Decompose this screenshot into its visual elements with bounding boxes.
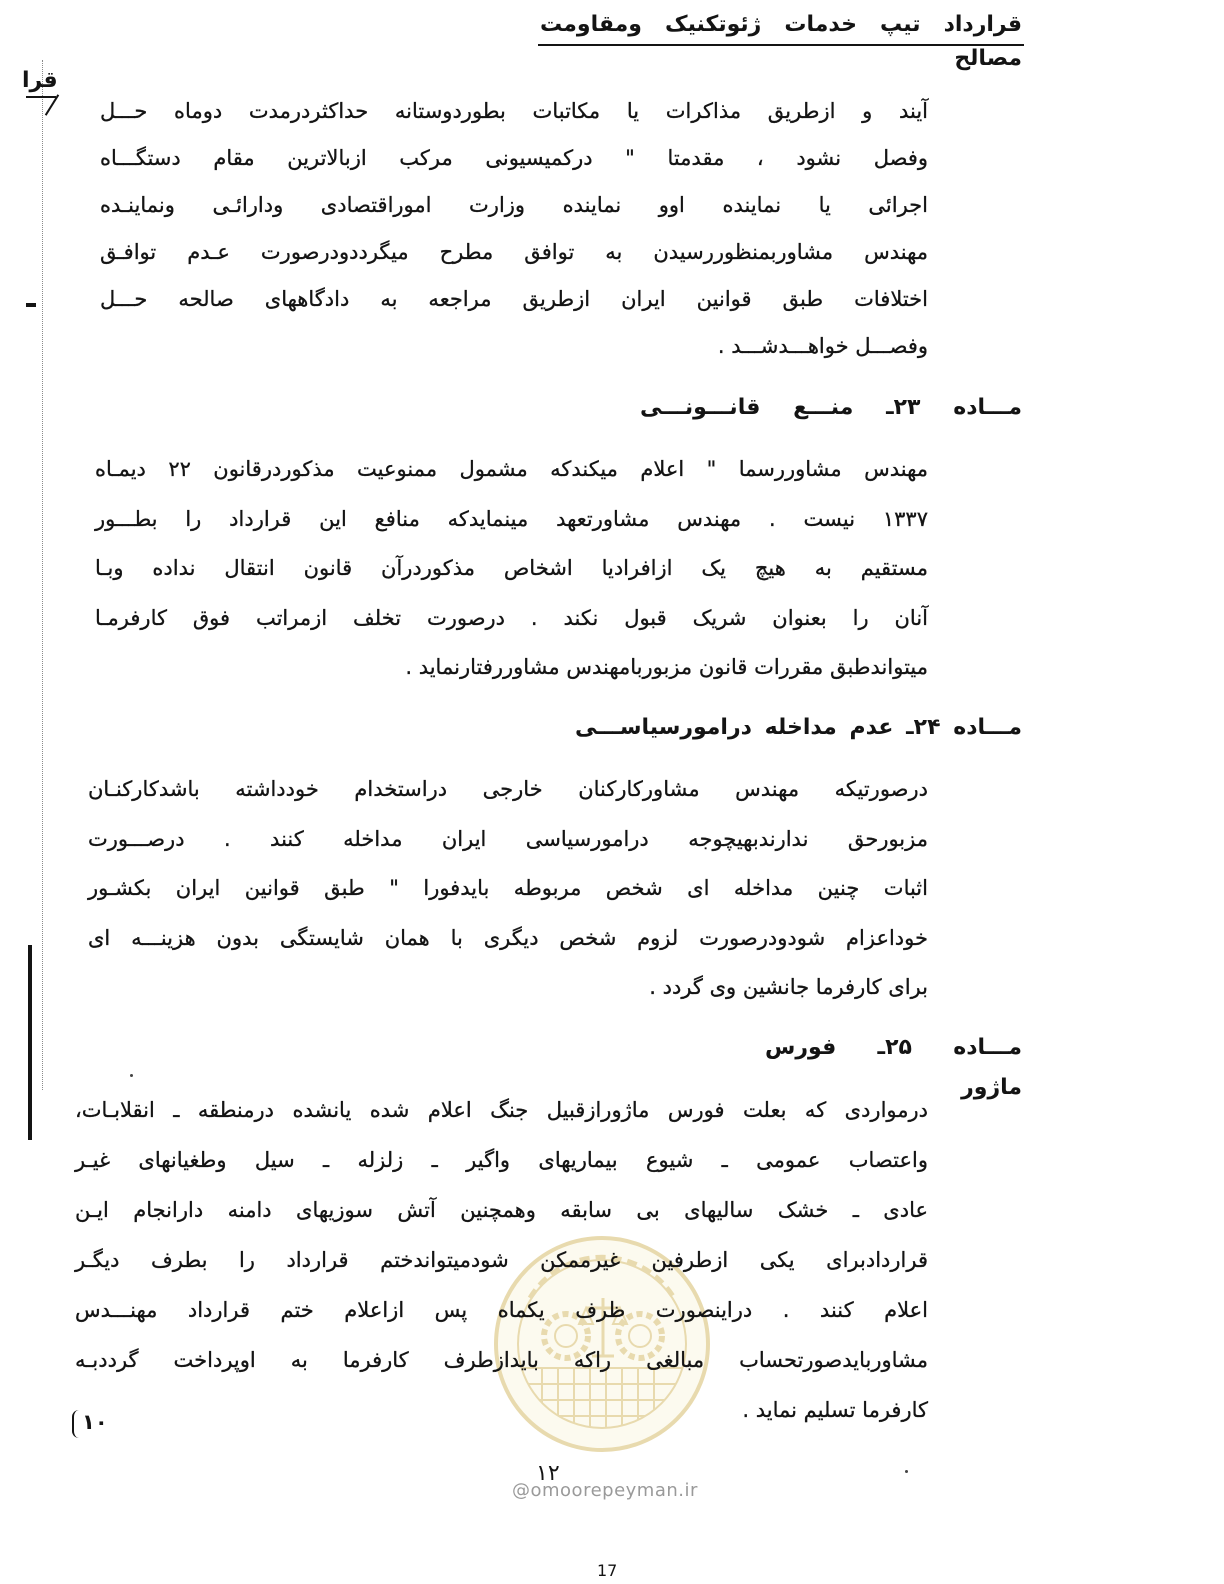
paragraph-line: قراردادبرای یکی ازطرفین غیرممکن شودمیتواندختم قرارداد را بطرف دیگـر [75, 1248, 928, 1272]
paragraph-line: ۱۳۳۷ نیست . مهندس مشاورتعهد مینمایدکه منافع این قرارداد را بطـــور [95, 506, 928, 531]
article-23-heading: مـــاده ۲۳ـ منـــع قانـــونـــی [640, 395, 1022, 420]
scan-edge-line [42, 60, 43, 1090]
paragraph-line: مهندس مشاوررسما " اعلام میکندکه مشمول ممنوعیت مذکوردرقانون ۲۲ دیمـاه [95, 457, 928, 481]
margin-note-bottom: ۱۰ [82, 1410, 108, 1434]
watermark-text: @omoorepeyman.ir [512, 1480, 698, 1501]
paragraph-line: کارفرما تسلیم نماید . [742, 1398, 928, 1422]
article-25-heading: مـــاده ۲۵ـ فورس ماژور [765, 1035, 1022, 1100]
paragraph-line: وفصـــل خواهـــدشـــد . [717, 334, 928, 358]
paragraph-line: مزبورحق ندارندبهیچوجه درامورسیاسی ایران مداخله کنند . درصـــورت [88, 826, 928, 851]
paragraph-line: اعلام کنند . دراینصورت ظرف یکماه پس ازاعلام ختم قرارداد مهنـــدس [75, 1298, 928, 1322]
margin-note-top: قرا [22, 68, 58, 93]
document-title: قرارداد تیپ خدمات ژئوتکنیک ومقاومت مصالح [540, 12, 1022, 71]
scan-edge-bar [28, 945, 32, 1140]
scan-speck [130, 1074, 133, 1077]
paragraph-line: میتواندطبق مقررات قانون مزبوربامهندس مشاوررفتارنماید . [405, 655, 928, 679]
article-25-paragraph [75, 1085, 928, 1435]
paragraph-line: مستقیم به هیچ یک ازافرادیا اشخاص مذکوردرآن قانون انتقال نداده وبـا [95, 556, 928, 580]
intro-paragraph [100, 88, 928, 370]
paragraph-line: اثبات چنین مداخله ای شخص مربوطه بایدفورا " طبق قوانین ایران بکشـور [88, 876, 928, 900]
paragraph-line: اجرائی یا نماینده اوو نماینده وزارت اموراقتصادی ودارائـی ونماینـده [100, 193, 928, 217]
article-23-paragraph [95, 445, 928, 693]
paragraph-line: آنان را بعنوان شریک قبول نکند . درصورت تخلف ازمراتب فوق کارفرمـا [95, 605, 928, 630]
margin-bracket-mark [72, 1410, 80, 1438]
paragraph-line: وفصل نشود ، مقدمتا " درکمیسیونی مرکب ازبالاترین مقام دستگـــاه [100, 146, 928, 170]
article-24-heading: مـــاده ۲۴ـ عدم مداخله درامورسیاســـی [575, 715, 1022, 740]
paragraph-line: مهندس مشاوربمنظوررسیدن به توافق مطرح میگرددودرصورت عـدم توافـق [100, 240, 928, 264]
margin-dash-mark [26, 303, 36, 307]
paragraph-line: خوداعزام شودودرصورت لزوم شخص دیگری با همان شایستگی بدون هزینـــه ای [88, 925, 928, 950]
article-24-paragraph [88, 765, 928, 1013]
scan-speck [905, 1470, 908, 1473]
margin-note-underline [26, 96, 56, 98]
page-number: ۱۲ [536, 1461, 560, 1486]
title-underline [538, 44, 1024, 46]
paragraph-line: عادی ـ خشک سالیهای بی سابقه وهمچنین آتش سوزیهای دامنه دارانجام ایـن [75, 1198, 928, 1222]
paragraph-line: درمواردی که بعلت فورس ماژورازقبیل جنگ اعلام شده یانشده درمنطقه ـ انقلابـات، [75, 1098, 928, 1122]
paragraph-line: مشاوربایدصورتحساب مبالغی راکه بایدازطرف کارفرما به اوپرداخت گرددبـه [75, 1348, 928, 1372]
paragraph-line: واعتصاب عمومی ـ شیوع بیماریهای واگیر ـ زلزله ـ سیل وطغیانهای غیـر [75, 1148, 928, 1172]
scan-page-index: 17 [597, 1561, 618, 1580]
paragraph-line: درصورتیکه مهندس مشاورکارکنان خارجی دراستخدام خودداشته باشدکارکنـان [88, 777, 928, 801]
paragraph-line: آیند و ازطریق مذاکرات یا مکاتبات بطوردوستانه حداکثردرمدت دوماه حـــل [100, 99, 928, 123]
paragraph-line: اختلافات طبق قوانین ایران ازطریق مراجعه به دادگاههای صالحه حـــل [100, 287, 928, 311]
paragraph-line: برای کارفرما جانشین وی گردد . [649, 975, 928, 999]
